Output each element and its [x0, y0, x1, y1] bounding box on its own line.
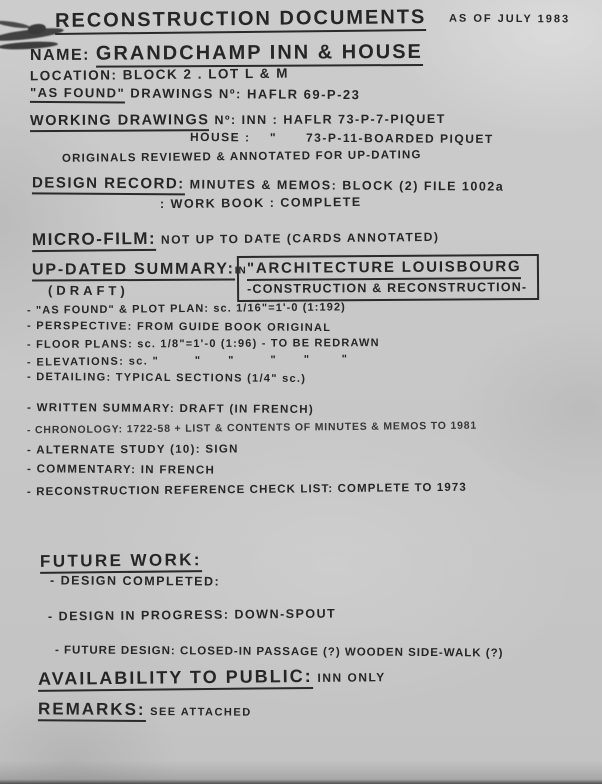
summary-written-item: - RECONSTRUCTION REFERENCE CHECK LIST: COMPLETE TO 1973: [26, 481, 467, 499]
future-work-item: - DESIGN COMPLETED:: [49, 573, 221, 589]
summary-written-item: - WRITTEN SUMMARY: DRAFT (IN FRENCH): [26, 401, 315, 417]
updated-summary-label: UP-DATED SUMMARY:: [32, 261, 235, 282]
working-drawings-line: [30, 112, 446, 130]
document-title-text: RECONSTRUCTION DOCUMENTS: [55, 6, 427, 35]
summary-title-box: [234, 254, 540, 302]
summary-drawing-item: - ELEVATIONS: sc. " " " " " ": [26, 353, 349, 369]
future-work-heading: [40, 551, 202, 571]
summary-written-item: - ALTERNATE STUDY (10): SIGN: [26, 443, 239, 457]
future-work-label: FUTURE WORK:: [40, 550, 202, 574]
as-found-value: DRAWINGS Nº: HAFLR 69-P-23: [125, 85, 361, 103]
summary-box-title: "ARCHITECTURE LOUISBOURG: [247, 259, 522, 280]
microfilm-label: MICRO-FILM:: [32, 229, 156, 252]
name-value: GRANDCHAMP INN & HOUSE: [96, 41, 423, 68]
design-record-value: MINUTES & MEMOS: BLOCK (2) FILE 1002a: [184, 177, 505, 194]
microfilm-line: [32, 227, 440, 250]
draft-note: (DRAFT): [47, 282, 129, 299]
availability-value: INN ONLY: [312, 670, 386, 685]
design-record-label: DESIGN RECORD:: [32, 174, 185, 195]
design-record-line: [32, 175, 504, 195]
summary-written-item: - COMMENTARY: IN FRENCH: [26, 463, 216, 477]
workbook-line: : WORK BOOK : COMPLETE: [159, 194, 362, 212]
smudge-stroke: [0, 19, 30, 29]
summary-drawing-item: - PERSPECTIVE: FROM GUIDE BOOK ORIGINAL: [26, 319, 332, 335]
remarks-line: [38, 700, 252, 720]
summary-drawing-item: - DETAILING: TYPICAL SECTIONS (1/4" sc.): [26, 371, 307, 385]
updated-summary-line: [32, 260, 247, 279]
document-title: [55, 6, 427, 32]
date-note: AS OF JULY 1983: [448, 12, 571, 26]
originals-note: ORIGINALS REVIEWED & ANNOTATED FOR UP-DATING: [61, 149, 422, 165]
as-found-line: [30, 86, 361, 103]
working-drawings-value: Nº: INN : HAFLR 73-P-7-PIQUET: [209, 111, 446, 128]
future-work-item: - DESIGN IN PROGRESS: DOWN-SPOUT: [47, 606, 337, 624]
house-drawings-line: HOUSE : " 73-P-11-BOARDED PIQUET: [189, 129, 494, 147]
future-work-item: - FUTURE DESIGN: CLOSED-IN PASSAGE (?) WOODEN SIDE-WALK (?): [54, 644, 504, 660]
remarks-value: SEE ATTACHED: [145, 706, 252, 719]
working-drawings-label: WORKING DRAWINGS: [30, 112, 210, 132]
summary-box-subtitle: -CONSTRUCTION & RECONSTRUCTION-: [247, 279, 528, 296]
updated-summary-in: IN: [234, 265, 247, 277]
remarks-label: REMARKS:: [38, 699, 146, 722]
location-line: LOCATION: BLOCK 2 . LOT L & M: [29, 65, 290, 84]
availability-label: AVAILABILITY TO PUBLIC:: [38, 666, 313, 692]
summary-drawing-item: - "AS FOUND" & PLOT PLAN: sc. 1/16"=1'-0 (1:192): [26, 301, 346, 317]
microfilm-value: NOT UP TO DATE (CARDS ANNOTATED): [156, 229, 440, 247]
as-found-label: "AS FOUND": [30, 85, 125, 104]
summary-written-item: - CHRONOLOGY: 1722-58 + LIST & CONTENTS OF MINUTES & MEMOS TO 1981: [26, 419, 478, 437]
name-label: NAME:: [29, 46, 90, 65]
availability-line: [38, 666, 386, 689]
name-line: [30, 41, 423, 65]
summary-drawing-item: - FLOOR PLANS: sc. 1/8"=1'-0 (1:96) - TO BE REDRAWN: [26, 337, 380, 351]
